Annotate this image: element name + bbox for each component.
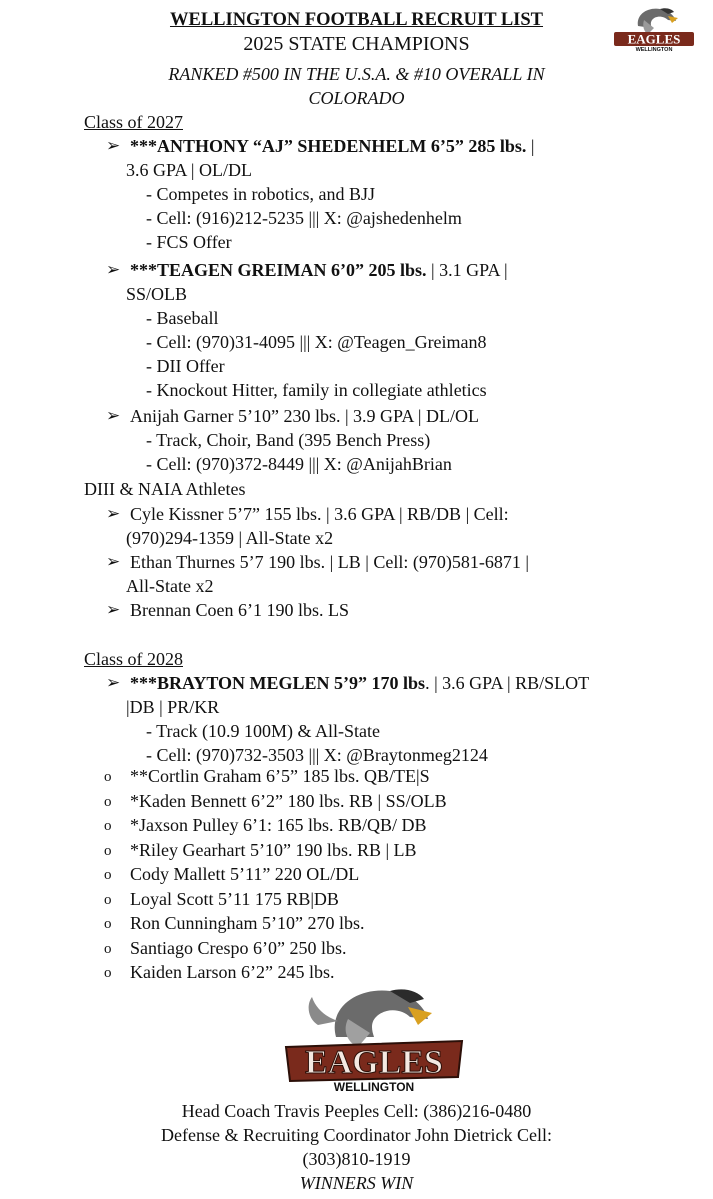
page-subtitle: 2025 STATE CHAMPIONS <box>243 33 470 55</box>
arrow-bullet-icon: ➢ <box>106 406 121 425</box>
list-item: *Riley Gearhart 5’10” 190 lbs. RB | LB <box>130 840 417 860</box>
logo-large-subtext: WELLINGTON <box>333 1080 415 1094</box>
class-2027-heading: Class of 2027 <box>84 112 183 132</box>
arrow-bullet-icon: ➢ <box>106 504 121 523</box>
circle-bullet-icon: o <box>104 916 112 932</box>
arrow-bullet-icon: ➢ <box>106 552 121 571</box>
recruit-entry: Brennan Coen 6’1 190 lbs. LS <box>130 600 349 620</box>
circle-bullet-icon: o <box>104 892 112 908</box>
arrow-bullet-icon: ➢ <box>106 600 121 619</box>
list-item: **Cortlin Graham 6’5” 185 lbs. QB/TE|S <box>130 766 430 786</box>
arrow-bullet-icon: ➢ <box>106 260 121 279</box>
page-title: WELLINGTON FOOTBALL RECRUIT LIST <box>169 10 544 30</box>
ranking-line: RANKED #500 IN THE U.S.A. & #10 OVERALL IN COLORADO <box>168 64 545 108</box>
list-item: *Kaden Bennett 6’2” 180 lbs. RB | SS/OLB <box>130 791 447 811</box>
motto: WINNERS WIN <box>299 1173 414 1193</box>
eagles-logo-large <box>278 985 470 1097</box>
list-item: Ron Cunningham 5’10” 270 lbs. <box>130 913 365 933</box>
circle-bullet-icon: o <box>104 794 112 810</box>
eagles-logo-small <box>608 6 700 52</box>
recruit-detail: - Track, Choir, Band (395 Bench Press) <box>146 430 431 450</box>
recruit-detail: 3.6 GPA | OL/DL <box>126 160 252 180</box>
recruit-entry: Ethan Thurnes 5’7 190 lbs. | LB | Cell: (970)581-6871 | <box>130 552 529 572</box>
list-item: Kaiden Larson 6’2” 245 lbs. <box>130 962 335 982</box>
head-coach-line: Head Coach Travis Peeples Cell: (386)216-0480 <box>181 1101 532 1121</box>
recruit-detail: SS/OLB <box>126 284 188 304</box>
coordinator-line: Defense & Recruiting Coordinator John Dietrick Cell: <box>161 1125 552 1145</box>
recruit-detail: - Competes in robotics, and BJJ <box>146 184 375 204</box>
recruit-detail: - Baseball <box>146 308 219 328</box>
circle-bullet-icon: o <box>104 769 112 785</box>
recruit-detail: - Cell: (970)732-3503 ||| X: @Braytonmeg2124 <box>146 745 488 765</box>
recruit-detail: - DII Offer <box>146 356 225 376</box>
recruit-entry: ***ANTHONY “AJ” SHEDENHELM 6’5” 285 lbs. | <box>130 136 535 156</box>
list-item: Loyal Scott 5’11 175 RB|DB <box>130 889 339 909</box>
recruit-entry: ***TEAGEN GREIMAN 6’0” 205 lbs. | 3.1 GPA | <box>130 260 508 280</box>
recruit-detail: - Knockout Hitter, family in collegiate athletics <box>146 380 487 400</box>
diii-heading: DIII & NAIA Athletes <box>84 479 246 499</box>
list-item: *Jaxson Pulley 6’1: 165 lbs. RB/QB/ DB <box>130 815 427 835</box>
logo-small-subtext: WELLINGTON <box>635 47 673 52</box>
recruit-detail: |DB | PR/KR <box>126 697 220 717</box>
arrow-bullet-icon: ➢ <box>106 673 121 692</box>
recruit-entry: Anijah Garner 5’10” 230 lbs. | 3.9 GPA | DL/OL <box>130 406 480 426</box>
circle-bullet-icon: o <box>104 941 112 957</box>
circle-bullet-icon: o <box>104 867 112 883</box>
logo-small-text: EAGLES <box>627 31 681 47</box>
recruit-detail: - FCS Offer <box>146 232 232 252</box>
arrow-bullet-icon: ➢ <box>106 136 121 155</box>
list-item: Santiago Crespo 6’0” 250 lbs. <box>130 938 347 958</box>
recruit-detail: - Cell: (970)31-4095 ||| X: @Teagen_Greiman8 <box>146 332 487 352</box>
circle-bullet-icon: o <box>104 818 112 834</box>
recruit-detail: All-State x2 <box>126 576 214 596</box>
recruit-detail: - Track (10.9 100M) & All-State <box>146 721 380 741</box>
recruit-entry: ***BRAYTON MEGLEN 5’9” 170 lbs. | 3.6 GPA | RB/SLOT <box>130 673 590 693</box>
circle-bullet-icon: o <box>104 965 112 981</box>
recruit-detail: - Cell: (916)212-5235 ||| X: @ajshedenhelm <box>146 208 462 228</box>
recruit-detail: - Cell: (970)372-8449 ||| X: @AnijahBrian <box>146 454 452 474</box>
logo-large-text: EAGLES <box>305 1044 443 1081</box>
coordinator-phone: (303)810-1919 <box>302 1149 411 1169</box>
recruit-entry: Cyle Kissner 5’7” 155 lbs. | 3.6 GPA | RB/DB | Cell: <box>130 504 509 524</box>
circle-bullet-icon: o <box>104 843 112 859</box>
list-item: Cody Mallett 5’11” 220 OL/DL <box>130 864 360 884</box>
recruit-detail: (970)294-1359 | All-State x2 <box>126 528 334 548</box>
class-2028-heading: Class of 2028 <box>84 649 183 669</box>
